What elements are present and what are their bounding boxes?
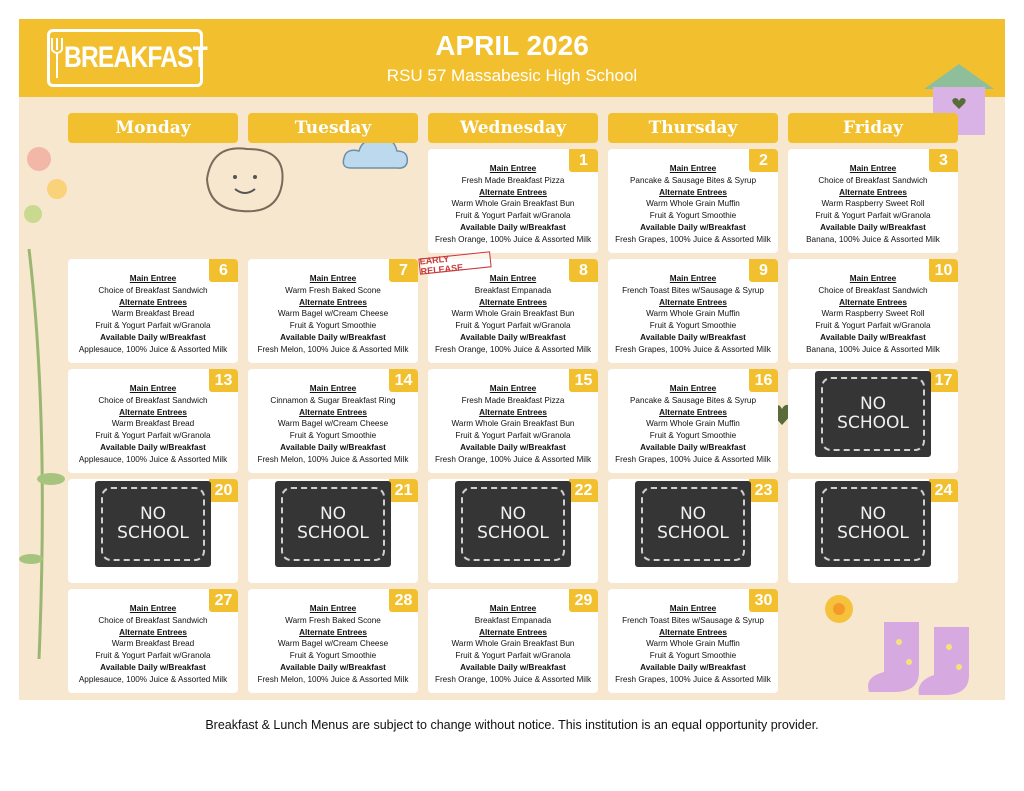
calendar-day [608, 479, 778, 583]
no-school-text: SCHOOL [837, 413, 909, 433]
available-daily-items: Applesauce, 100% Juice & Assorted Milk [78, 674, 228, 684]
available-daily-items: Fresh Orange, 100% Juice & Assorted Milk [434, 454, 592, 464]
main-entree-label: Main Entree [849, 274, 897, 283]
alternate-entree: Warm Bagel w/Cream Cheese [277, 419, 389, 429]
calendar-day [248, 369, 418, 473]
no-school-frame [461, 487, 565, 561]
available-daily-items: Banana, 100% Juice & Assorted Milk [806, 234, 940, 244]
boots-decoration [864, 617, 994, 697]
alternate-entree: Warm Breakfast Bread [111, 419, 195, 429]
alternate-entrees-label: Alternate Entrees [659, 187, 727, 197]
available-daily-label: Available Daily w/Breakfast [820, 332, 926, 342]
alternate-entree: Fruit & Yogurt Parfait w/Granola [815, 321, 931, 331]
menu-items [788, 273, 958, 356]
alternate-entree: Fruit & Yogurt Smoothie [289, 431, 377, 441]
calendar-day [248, 589, 418, 693]
alternate-entree: Fruit & Yogurt Parfait w/Granola [455, 321, 571, 331]
available-daily-label: Available Daily w/Breakfast [280, 662, 386, 672]
alternate-entrees-label: Alternate Entrees [479, 297, 547, 307]
day-number: 17 [929, 369, 958, 392]
available-daily-label: Available Daily w/Breakfast [460, 442, 566, 452]
main-entree-label: Main Entree [489, 164, 537, 173]
main-entree: Pancake & Sausage Bites & Syrup [629, 395, 757, 405]
menu-items [608, 383, 778, 466]
main-entree: Choice of Breakfast Sandwich [98, 395, 208, 405]
available-daily-items: Fresh Grapes, 100% Juice & Assorted Milk [615, 234, 771, 244]
alternate-entree: Fruit & Yogurt Smoothie [649, 321, 737, 331]
main-entree: Choice of Breakfast Sandwich [98, 615, 208, 625]
menu-items [428, 163, 598, 246]
main-entree: Warm Fresh Baked Scone [285, 285, 381, 295]
menu-items [788, 163, 958, 246]
no-school-frame [641, 487, 745, 561]
calendar-day [608, 149, 778, 253]
available-daily-label: Available Daily w/Breakfast [100, 662, 206, 672]
available-daily-label: Available Daily w/Breakfast [100, 442, 206, 452]
alternate-entree: Warm Whole Grain Muffin [646, 199, 740, 209]
alternate-entrees-label: Alternate Entrees [119, 407, 187, 417]
available-daily-label: Available Daily w/Breakfast [460, 332, 566, 342]
no-school-text: NO [679, 504, 707, 524]
alternate-entree: Warm Breakfast Bread [111, 639, 195, 649]
alternate-entree: Fruit & Yogurt Smoothie [649, 431, 737, 441]
alternate-entree: Warm Whole Grain Muffin [646, 309, 740, 319]
calendar-day [248, 479, 418, 583]
no-school-frame [821, 377, 925, 451]
main-entree-label: Main Entree [489, 384, 537, 393]
alternate-entrees-label: Alternate Entrees [839, 187, 907, 197]
no-school-text: NO [319, 504, 347, 524]
page-title: APRIL 2026 [435, 30, 589, 61]
main-entree-label: Main Entree [849, 164, 897, 173]
menu-items [608, 273, 778, 356]
available-daily-items: Fresh Melon, 100% Juice & Assorted Milk [257, 344, 409, 354]
alternate-entree: Warm Whole Grain Breakfast Bun [451, 639, 575, 649]
day-number: 3 [929, 149, 958, 172]
calendar-day [788, 369, 958, 473]
available-daily-items: Fresh Grapes, 100% Juice & Assorted Milk [615, 344, 771, 354]
alternate-entree: Warm Raspberry Sweet Roll [821, 309, 925, 319]
menu-items [248, 383, 418, 466]
available-daily-items: Fresh Melon, 100% Juice & Assorted Milk [257, 454, 409, 464]
alternate-entree: Warm Whole Grain Breakfast Bun [451, 419, 575, 429]
day-header-tuesday: Tuesday [248, 113, 418, 143]
available-daily-items: Fresh Melon, 100% Juice & Assorted Milk [257, 674, 409, 684]
day-number: 24 [929, 479, 958, 502]
alternate-entrees-label: Alternate Entrees [299, 627, 367, 637]
day-number: 9 [749, 259, 778, 282]
available-daily-label: Available Daily w/Breakfast [280, 442, 386, 452]
main-entree: Breakfast Empanada [474, 615, 552, 625]
main-entree: Choice of Breakfast Sandwich [818, 285, 928, 295]
menu-items [428, 273, 598, 356]
no-school-chalkboard [635, 481, 751, 567]
no-school-chalkboard [95, 481, 211, 567]
available-daily-label: Available Daily w/Breakfast [460, 222, 566, 232]
calendar-day [788, 479, 958, 583]
alternate-entrees-label: Alternate Entrees [479, 187, 547, 197]
alternate-entree: Warm Whole Grain Muffin [646, 639, 740, 649]
calendar-day [428, 589, 598, 693]
main-entree-label: Main Entree [129, 384, 177, 393]
alternate-entree: Fruit & Yogurt Parfait w/Granola [455, 431, 571, 441]
main-entree-label: Main Entree [309, 604, 357, 613]
day-number: 2 [749, 149, 778, 172]
alternate-entree: Fruit & Yogurt Parfait w/Granola [815, 211, 931, 221]
menu-sheet [19, 19, 1005, 700]
logo-text: BREAKFAST [64, 41, 207, 74]
calendar-day [428, 259, 598, 363]
day-number: 27 [209, 589, 238, 612]
no-school-chalkboard [455, 481, 571, 567]
calendar-day [248, 259, 418, 363]
main-entree-label: Main Entree [489, 604, 537, 613]
main-entree: Warm Fresh Baked Scone [285, 615, 381, 625]
no-school-text: SCHOOL [477, 523, 549, 543]
alternate-entree: Warm Bagel w/Cream Cheese [277, 309, 389, 319]
menu-items [68, 273, 238, 356]
day-header-friday: Friday [788, 113, 958, 143]
day-header-monday: Monday [68, 113, 238, 143]
main-entree: Choice of Breakfast Sandwich [818, 175, 928, 185]
day-number: 8 [569, 259, 598, 282]
no-school-text: NO [859, 504, 887, 524]
main-entree: Choice of Breakfast Sandwich [98, 285, 208, 295]
alternate-entree: Fruit & Yogurt Parfait w/Granola [455, 651, 571, 661]
alternate-entrees-label: Alternate Entrees [299, 297, 367, 307]
main-entree: Fresh Made Breakfast Pizza [461, 175, 565, 185]
no-school-text: NO [499, 504, 527, 524]
alternate-entrees-label: Alternate Entrees [659, 297, 727, 307]
day-number: 29 [569, 589, 598, 612]
flower-decoration-right [819, 589, 859, 629]
no-school-chalkboard [275, 481, 391, 567]
alternate-entree: Warm Whole Grain Breakfast Bun [451, 309, 575, 319]
menu-items [248, 603, 418, 686]
calendar-day [428, 479, 598, 583]
available-daily-label: Available Daily w/Breakfast [100, 332, 206, 342]
alternate-entree: Fruit & Yogurt Smoothie [289, 651, 377, 661]
available-daily-items: Applesauce, 100% Juice & Assorted Milk [78, 344, 228, 354]
available-daily-items: Banana, 100% Juice & Assorted Milk [806, 344, 940, 354]
alternate-entrees-label: Alternate Entrees [839, 297, 907, 307]
alternate-entree: Warm Raspberry Sweet Roll [821, 199, 925, 209]
day-number: 1 [569, 149, 598, 172]
alternate-entrees-label: Alternate Entrees [659, 407, 727, 417]
day-number: 15 [569, 369, 598, 392]
no-school-chalkboard [815, 481, 931, 567]
day-header-thursday: Thursday [608, 113, 778, 143]
main-entree-label: Main Entree [669, 604, 717, 613]
available-daily-label: Available Daily w/Breakfast [820, 222, 926, 232]
day-number: 23 [749, 479, 778, 502]
day-number: 28 [389, 589, 418, 612]
main-entree: French Toast Bites w/Sausage & Syrup [622, 285, 764, 295]
available-daily-label: Available Daily w/Breakfast [640, 332, 746, 342]
no-school-text: NO [859, 394, 887, 414]
calendar-day [788, 259, 958, 363]
alternate-entree: Warm Whole Grain Muffin [646, 419, 740, 429]
calendar-day [428, 149, 598, 253]
day-header-wednesday: Wednesday [428, 113, 598, 143]
menu-items [428, 383, 598, 466]
main-entree: Breakfast Empanada [474, 285, 552, 295]
alternate-entree: Fruit & Yogurt Parfait w/Granola [95, 651, 211, 661]
day-number: 7 [389, 259, 418, 282]
no-school-text: SCHOOL [117, 523, 189, 543]
doodle-face-decoration [197, 139, 307, 219]
calendar-day [68, 369, 238, 473]
alternate-entree: Warm Bagel w/Cream Cheese [277, 639, 389, 649]
alternate-entrees-label: Alternate Entrees [479, 627, 547, 637]
day-number: 13 [209, 369, 238, 392]
day-number: 20 [209, 479, 238, 502]
no-school-frame [101, 487, 205, 561]
menu-items [608, 163, 778, 246]
day-number: 14 [389, 369, 418, 392]
no-school-text: SCHOOL [837, 523, 909, 543]
no-school-text: NO [139, 504, 167, 524]
menu-items [428, 603, 598, 686]
available-daily-items: Fresh Orange, 100% Juice & Assorted Milk [434, 234, 592, 244]
alternate-entree: Fruit & Yogurt Parfait w/Granola [455, 211, 571, 221]
available-daily-items: Fresh Orange, 100% Juice & Assorted Milk [434, 674, 592, 684]
menu-items [68, 383, 238, 466]
no-school-frame [821, 487, 925, 561]
alternate-entrees-label: Alternate Entrees [299, 407, 367, 417]
calendar-day [68, 479, 238, 583]
alternate-entree: Fruit & Yogurt Smoothie [649, 651, 737, 661]
main-entree-label: Main Entree [669, 384, 717, 393]
early-release-stamp: EARLY RELEASE [418, 251, 491, 274]
page-subtitle: RSU 57 Massabesic High School [386, 66, 638, 85]
no-school-text: SCHOOL [657, 523, 729, 543]
main-entree-label: Main Entree [309, 384, 357, 393]
alternate-entree: Fruit & Yogurt Parfait w/Granola [95, 321, 211, 331]
available-daily-label: Available Daily w/Breakfast [280, 332, 386, 342]
menu-items [248, 273, 418, 356]
calendar-day [608, 259, 778, 363]
main-entree: Pancake & Sausage Bites & Syrup [629, 175, 757, 185]
alternate-entree: Fruit & Yogurt Smoothie [649, 211, 737, 221]
day-number: 10 [929, 259, 958, 282]
available-daily-items: Fresh Grapes, 100% Juice & Assorted Milk [615, 454, 771, 464]
footer-note: Breakfast & Lunch Menus are subject to change without notice. This institution is an equal opportunity provider. [205, 718, 819, 732]
calendar-day [428, 369, 598, 473]
day-number: 6 [209, 259, 238, 282]
day-number: 22 [569, 479, 598, 502]
main-entree-label: Main Entree [129, 604, 177, 613]
no-school-text: SCHOOL [297, 523, 369, 543]
day-number: 16 [749, 369, 778, 392]
no-school-chalkboard [815, 371, 931, 457]
available-daily-label: Available Daily w/Breakfast [460, 662, 566, 672]
main-entree-label: Main Entree [669, 274, 717, 283]
main-entree-label: Main Entree [669, 164, 717, 173]
available-daily-items: Fresh Grapes, 100% Juice & Assorted Milk [615, 674, 771, 684]
menu-items [608, 603, 778, 686]
available-daily-items: Applesauce, 100% Juice & Assorted Milk [78, 454, 228, 464]
main-entree-label: Main Entree [309, 274, 357, 283]
available-daily-label: Available Daily w/Breakfast [640, 222, 746, 232]
alternate-entree: Fruit & Yogurt Parfait w/Granola [95, 431, 211, 441]
calendar-day [68, 259, 238, 363]
alternate-entree: Warm Whole Grain Breakfast Bun [451, 199, 575, 209]
alternate-entrees-label: Alternate Entrees [479, 407, 547, 417]
alternate-entrees-label: Alternate Entrees [119, 297, 187, 307]
available-daily-items: Fresh Orange, 100% Juice & Assorted Milk [434, 344, 592, 354]
calendar-day [788, 149, 958, 253]
alternate-entree: Warm Breakfast Bread [111, 309, 195, 319]
calendar-day [608, 369, 778, 473]
available-daily-label: Available Daily w/Breakfast [640, 662, 746, 672]
calendar-day [68, 589, 238, 693]
calendar-day [608, 589, 778, 693]
main-entree: Cinnamon & Sugar Breakfast Ring [270, 395, 396, 405]
no-school-frame [281, 487, 385, 561]
menu-items [68, 603, 238, 686]
alternate-entrees-label: Alternate Entrees [659, 627, 727, 637]
available-daily-label: Available Daily w/Breakfast [640, 442, 746, 452]
main-entree: Fresh Made Breakfast Pizza [461, 395, 565, 405]
main-entree-label: Main Entree [129, 274, 177, 283]
main-entree-label: Main Entree [489, 274, 537, 283]
day-number: 30 [749, 589, 778, 612]
alternate-entrees-label: Alternate Entrees [119, 627, 187, 637]
alternate-entree: Fruit & Yogurt Smoothie [289, 321, 377, 331]
day-number: 21 [389, 479, 418, 502]
main-entree: French Toast Bites w/Sausage & Syrup [622, 615, 764, 625]
